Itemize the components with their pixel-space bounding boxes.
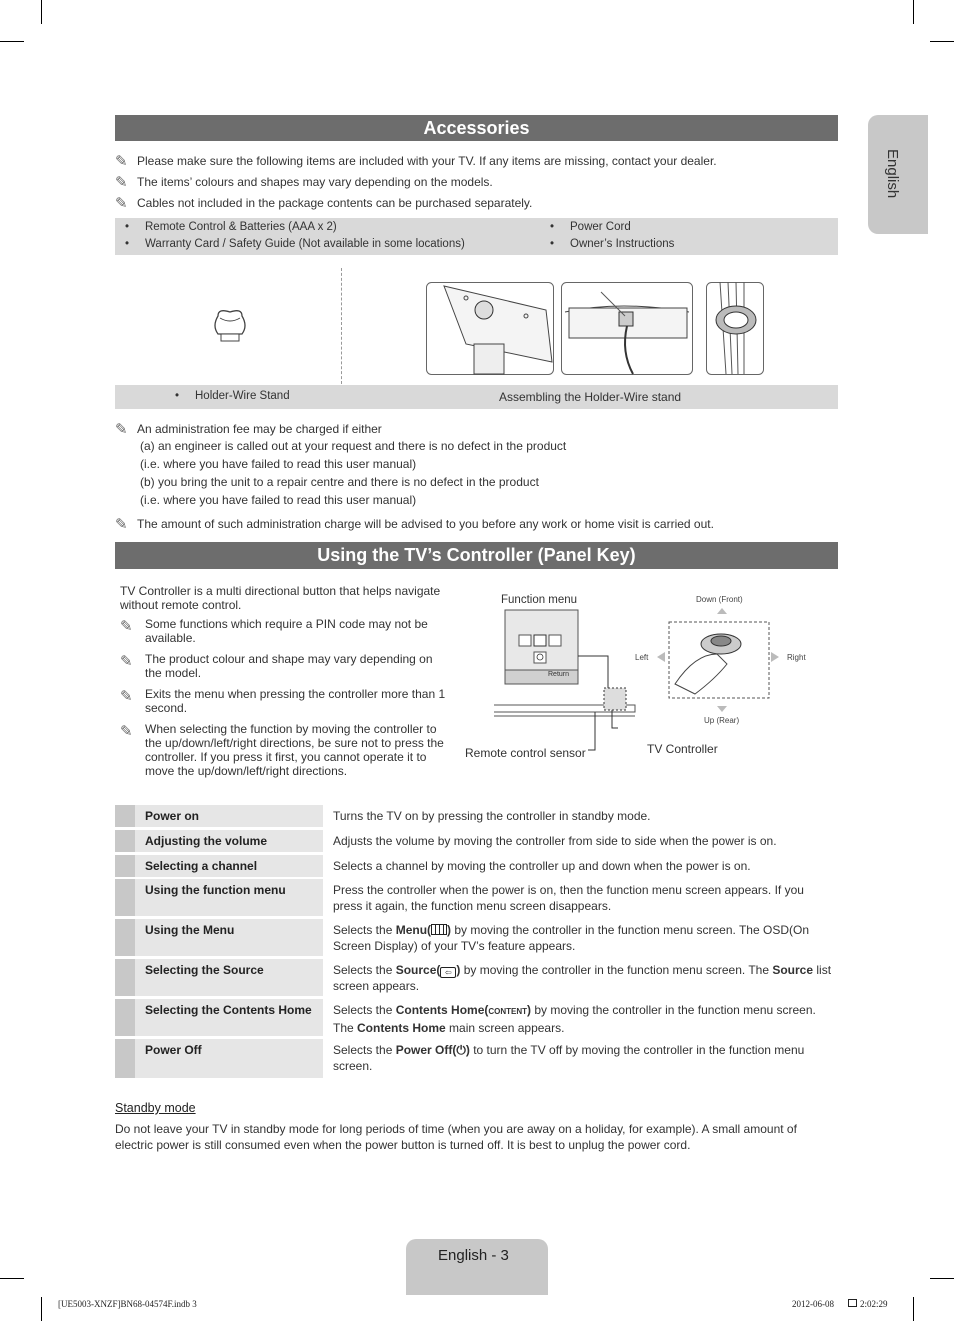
fee-line: (a) an engineer is called out at your request and there is no defect in the product: [140, 439, 567, 453]
note-text: The items’ colours and shapes may vary depending on the models.: [137, 175, 493, 189]
language-tab-label: English: [884, 149, 901, 199]
placeholder-glyph-icon: [848, 1299, 857, 1307]
note-pencil-icon: ✎: [120, 688, 133, 705]
power-icon: ⏻: [456, 1043, 466, 1057]
note-text: The product colour and shape may vary depending on the model.: [145, 652, 433, 680]
table-row: [115, 1039, 838, 1078]
fee-line: (b) you bring the unit to a repair centre and there is no defect in the product: [140, 475, 539, 489]
row-marker: [115, 805, 135, 827]
tv-controller-label: TV Controller: [647, 742, 718, 756]
note-pencil-icon: ✎: [115, 516, 128, 533]
fee-line: (i.e. where you have failed to read this user manual): [140, 457, 417, 471]
language-side-tab: [868, 115, 928, 234]
row-function-name: Power on: [135, 805, 323, 827]
table-row: [115, 879, 838, 916]
menu-icon: [431, 924, 447, 935]
print-time: 2:02:29: [860, 1299, 888, 1309]
divider: [341, 268, 342, 384]
row-function-name: Selecting the Contents Home: [135, 999, 323, 1036]
fee-note: [115, 420, 382, 438]
note-pencil-icon: ✎: [120, 723, 133, 740]
crop-mark: [913, 0, 914, 24]
crop-mark: [0, 1278, 24, 1279]
note-pencil-icon: ✎: [120, 618, 133, 635]
note-pencil-icon: ✎: [115, 421, 128, 438]
print-date: 2012-06-08: [792, 1299, 834, 1309]
crop-mark: [41, 1297, 42, 1321]
content-icon-label: CONTENT: [488, 1007, 528, 1016]
accessory-item: • Warranty Card / Safety Guide (Not available in some locations): [145, 238, 465, 250]
row-marker: [115, 879, 135, 916]
controller-intro: TV Controller is a multi directional button that helps navigate without remote control.: [120, 584, 441, 612]
crop-mark: [930, 1278, 954, 1279]
accessory-item: • Owner’s Instructions: [570, 238, 674, 250]
row-marker: [115, 959, 135, 996]
row-marker: [115, 999, 135, 1036]
controller-note: [120, 722, 450, 778]
source-icon: ⇦: [440, 967, 456, 978]
note-pencil-icon: ✎: [115, 174, 128, 191]
row-marker: [115, 1039, 135, 1078]
note-text: Please make sure the following items are included with your TV. If any items are missing, contact your dealer.: [137, 154, 717, 168]
note: [115, 194, 532, 212]
crop-mark: [41, 0, 42, 24]
assembly-step-2-image: [561, 282, 693, 375]
fee-line: (i.e. where you have failed to read this user manual): [140, 493, 417, 507]
note-text: Cables not included in the package contents can be purchased separately.: [137, 196, 533, 210]
section-title: Using the TV’s Controller (Panel Key): [317, 545, 636, 565]
return-label: Return: [548, 671, 570, 678]
row-function-name: Selecting the Source: [135, 959, 323, 996]
page-number-tab: [406, 1239, 548, 1295]
section-title: Accessories: [423, 118, 530, 138]
controller-note: [120, 617, 450, 645]
note-text: An administration fee may be charged if either: [137, 422, 382, 436]
page-number-label: English - 3: [438, 1247, 509, 1264]
note-pencil-icon: ✎: [115, 153, 128, 170]
remote-sensor-label: Remote control sensor: [465, 746, 586, 760]
table-row: [115, 959, 838, 996]
crop-mark: [913, 1297, 914, 1321]
row-marker: [115, 830, 135, 852]
row-function-name: Selecting a channel: [135, 855, 323, 877]
row-function-name: Using the Menu: [135, 919, 323, 956]
note: [115, 152, 717, 170]
assembly-step-1-image: [426, 282, 554, 375]
note: [115, 173, 493, 191]
holder-wire-stand-image: [210, 306, 252, 346]
up-rear-label: Up (Rear): [704, 716, 740, 725]
left-label: Left: [635, 653, 649, 662]
row-description: Selects the Contents Home(CONTENT) by moving the controller in the function menu screen. The Contents Home main screen appears.: [333, 1003, 816, 1035]
crop-mark: [0, 41, 24, 42]
row-marker: [115, 919, 135, 956]
table-row: [115, 805, 838, 827]
note-pencil-icon: ✎: [115, 195, 128, 212]
row-function-name: Using the function menu: [135, 879, 323, 916]
row-function-name: Power Off: [135, 1039, 323, 1078]
crop-mark: [930, 41, 954, 42]
standby-heading: Standby mode: [115, 1101, 196, 1115]
controller-note: [120, 687, 450, 715]
row-description: Selects the Menu( ) by moving the controller in the function menu screen. The OSD(On Screen Display) of your TV’s feature appears.: [333, 923, 809, 953]
assembly-step-3-image: [706, 282, 764, 375]
accessory-item: • Power Cord: [570, 221, 631, 233]
note-text: Some functions which require a PIN code may not be available.: [145, 617, 428, 645]
table-row: [115, 830, 838, 852]
row-description: Selects the Source( ⇦ ) by moving the controller in the function menu screen. The Source list screen appears.: [333, 963, 832, 993]
row-description: Adjusts the volume by moving the controller from side to side when the power is on.: [333, 834, 777, 848]
controller-directions-diagram: [655, 604, 780, 716]
right-label: Right: [787, 653, 806, 662]
row-description: Press the controller when the power is on, then the function menu screen appears. If you press it again, the function menu screen disappears.: [333, 883, 804, 913]
assembling-label: Assembling the Holder-Wire stand: [499, 390, 682, 404]
controller-title-bar: [115, 542, 838, 569]
table-row: [115, 999, 838, 1036]
row-function-name: Adjusting the volume: [135, 830, 323, 852]
note-pencil-icon: ✎: [120, 653, 133, 670]
row-description: Turns the TV on by pressing the controller in standby mode.: [333, 809, 651, 823]
charge-note: [115, 515, 714, 533]
row-marker: [115, 855, 135, 877]
down-front-label: Down (Front): [696, 595, 743, 604]
table-row: [115, 855, 838, 877]
controller-note: [120, 652, 450, 680]
standby-text: Do not leave your TV in standby mode for long periods of time (when you are away on a holiday, for example). A small amount of electric power is still consumed even when the power button is turned off. It is best to unplug the power cord.: [115, 1122, 797, 1152]
accessory-item: • Remote Control & Batteries (AAA x 2): [145, 221, 337, 233]
accessories-title-bar: [115, 115, 838, 141]
row-description: Selects the Power Off(⏻) to turn the TV off by moving the controller in the function menu screen.: [333, 1043, 805, 1073]
note-text: When selecting the function by moving the controller to the up/down/left/right directions, be sure not to press the controller. If you press it first, you cannot operate it to move the up/down/left/right directions.: [145, 722, 444, 778]
note-text: Exits the menu when pressing the controller more than 1 second.: [145, 687, 446, 715]
file-name: [UE5003-XNZF]BN68-04574F.indb 3: [58, 1299, 197, 1309]
row-description: Selects a channel by moving the controller up and down when the power is on.: [333, 859, 751, 873]
table-row: [115, 919, 838, 956]
note-text: The amount of such administration charge will be advised to you before any work or home visit is carried out.: [137, 517, 714, 531]
function-menu-label: Function menu: [501, 594, 578, 606]
holder-wire-stand-label: • Holder-Wire Stand: [195, 390, 290, 402]
function-menu-diagram: [490, 608, 650, 758]
